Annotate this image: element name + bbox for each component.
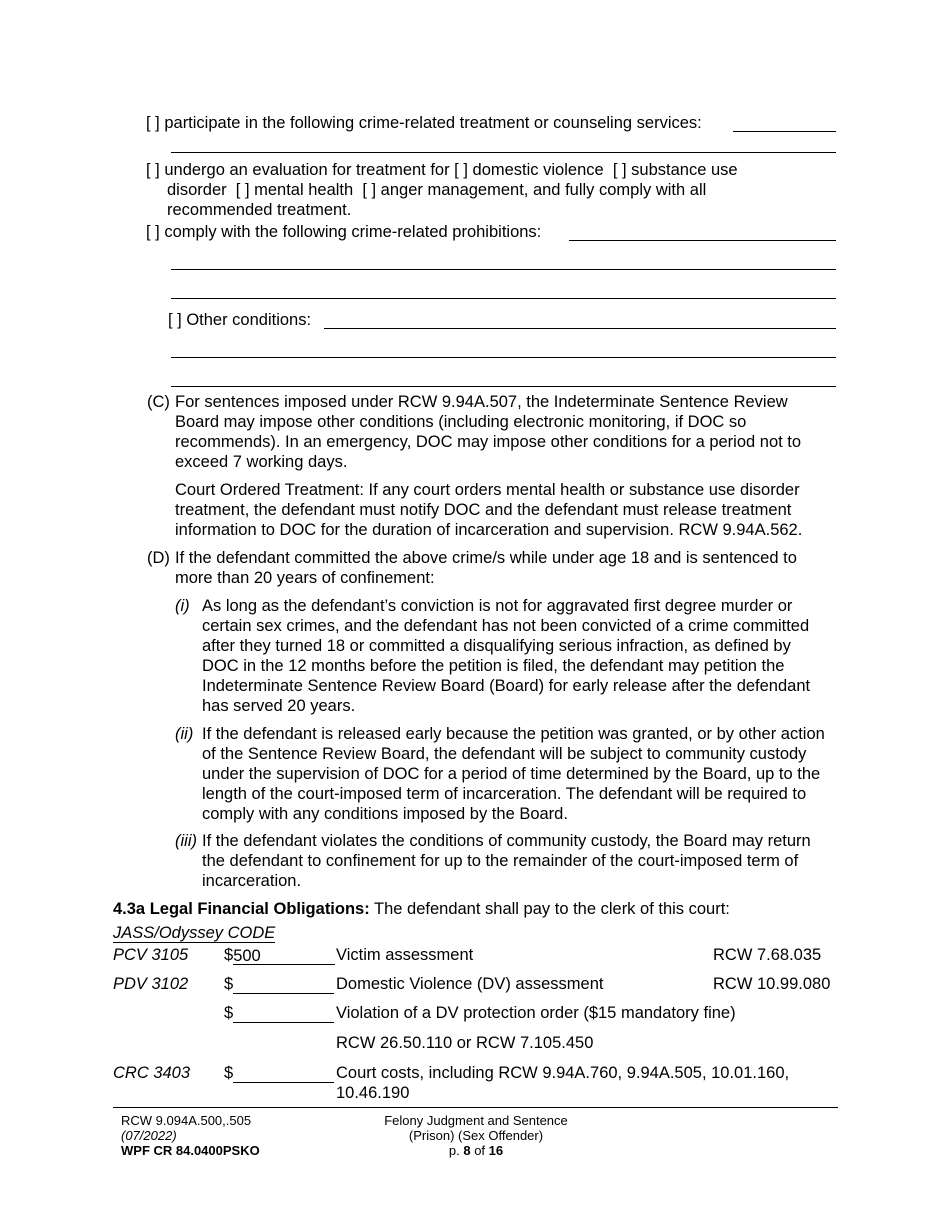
text-line: length of the court-imposed term of incarceration. The defendant will be required to: [202, 785, 807, 803]
prohibitions-condition: [146, 222, 541, 242]
fill-line[interactable]: [171, 372, 836, 387]
evaluation-line-2: disorder [ ] mental health [ ] anger management, and fully comply with all: [167, 181, 707, 199]
lfo-amount-field[interactable]: [224, 1003, 334, 1023]
currency-sign: $: [224, 1004, 234, 1022]
lfo-rcw: RCW 7.68.035: [713, 946, 822, 964]
item-ii-text: [202, 724, 842, 824]
footer-title1: Felony Judgment and Sentence: [384, 1113, 568, 1128]
page-prefix: p.: [448, 1143, 464, 1158]
section-c-text: [175, 392, 845, 472]
text-line: If the defendant committed the above crime/s while under age 18 and is sentenced to: [175, 549, 797, 567]
lfo-code: PCV 3105: [113, 946, 189, 964]
text-line: incarceration.: [202, 872, 302, 890]
text-line: under the supervision of DOC for a period of time determined by the Board, up to the: [202, 765, 821, 783]
currency-sign: $: [224, 946, 234, 964]
lfo-amount-field[interactable]: [224, 1063, 334, 1083]
lfo-heading-bold: 4.3a Legal Financial Obligations:: [113, 900, 370, 918]
item-iii-text: [202, 831, 842, 891]
evaluation-line-1: [ ] undergo an evaluation for treatment for [ ] domestic violence [ ] substance use: [146, 161, 738, 179]
prohibitions-label: [ ] comply with the following crime-related prohibitions:: [146, 223, 542, 241]
text-line: If the defendant is released early because the petition was granted, or by other action: [202, 725, 825, 743]
text-line: Indeterminate Sentence Review Board (Board) for early release after the defendant: [202, 677, 811, 695]
page-total: 16: [488, 1143, 504, 1158]
amount-value: 500: [233, 947, 261, 965]
lfo-desc: RCW 26.50.110 or RCW 7.105.450: [336, 1034, 594, 1052]
item-ii-marker: (ii): [175, 725, 194, 743]
footer-title2: (Prison) (Sex Offender): [408, 1128, 544, 1143]
section-d-text: [175, 548, 845, 588]
treatment-label: [ ] participate in the following crime-related treatment or counseling services:: [146, 114, 702, 132]
code-header-text: JASS/Odyssey CODE: [113, 924, 276, 942]
evaluation-line-3: recommended treatment.: [167, 201, 352, 219]
other-label: [ ] Other conditions:: [168, 311, 312, 329]
text-line: Court Ordered Treatment: If any court orders mental health or substance use disorder: [175, 481, 800, 499]
section-d-label: (D): [147, 549, 170, 567]
fill-line[interactable]: [171, 255, 836, 270]
text-line: has served 20 years.: [202, 697, 356, 715]
item-i-text: [202, 596, 842, 716]
amount-input[interactable]: [233, 1064, 334, 1083]
footer-page: [326, 1143, 626, 1158]
text-line: of the Sentence Review Board, the defendant will be subject to community custody: [202, 745, 807, 763]
lfo-code: CRC 3403: [113, 1064, 191, 1082]
page-number: 8: [463, 1143, 471, 1158]
text-line: exceed 7 working days.: [175, 453, 348, 471]
text-line: As long as the defendant’s conviction is not for aggravated first degree murder or: [202, 597, 793, 615]
currency-sign: $: [224, 975, 234, 993]
fill-line[interactable]: [171, 140, 836, 153]
fill-line[interactable]: [733, 112, 836, 132]
evaluation-condition: [146, 160, 846, 220]
lfo-heading-rest: The defendant shall pay to the clerk of this court:: [369, 900, 730, 918]
lfo-desc: [336, 1063, 826, 1103]
footer-date: (07/2022): [121, 1128, 177, 1143]
page-of: of: [470, 1143, 489, 1158]
footer-left: [121, 1113, 260, 1158]
amount-input[interactable]: [233, 946, 335, 965]
footer-center: [326, 1113, 626, 1158]
text-line: recommends). In an emergency, DOC may impose other conditions for a period not to: [175, 433, 802, 451]
text-line: comply with any conditions imposed by the Board.: [202, 805, 568, 823]
item-i-marker: (i): [175, 597, 190, 615]
text-line: If the defendant violates the conditions of community custody, the Board may return: [202, 832, 811, 850]
section-c-label: (C): [147, 393, 170, 411]
footer-divider: [113, 1107, 838, 1108]
fill-line[interactable]: [569, 221, 836, 241]
text-line: For sentences imposed under RCW 9.94A.507, the Indeterminate Sentence Review: [175, 393, 788, 411]
text-line: the defendant to confinement for up to the remainder of the court-imposed term of: [202, 852, 799, 870]
lfo-desc: Violation of a DV protection order ($15 mandatory fine): [336, 1004, 736, 1022]
lfo-rcw: RCW 10.99.080: [713, 975, 831, 993]
text-line: more than 20 years of confinement:: [175, 569, 435, 587]
text-line: information to DOC for the duration of incarceration and supervision. RCW 9.94A.562.: [175, 521, 803, 539]
fill-line[interactable]: [171, 343, 836, 358]
fill-line[interactable]: [171, 284, 836, 299]
lfo-amount-field[interactable]: [224, 945, 335, 965]
lfo-desc: Victim assessment: [336, 946, 474, 964]
lfo-heading: [113, 899, 730, 919]
text-line: Board may impose other conditions (including electronic monitoring, if DOC so: [175, 413, 747, 431]
text-line: after they turned 18 or committed a disqualifying serious infraction, as defined by: [202, 637, 791, 655]
other-conditions: [168, 310, 311, 330]
currency-sign: $: [224, 1064, 234, 1082]
item-iii-marker: (iii): [175, 832, 197, 850]
text-line: 10.46.190: [336, 1084, 410, 1102]
fill-line[interactable]: [324, 309, 836, 329]
text-line: certain sex crimes, and the defendant has not been convicted of a crime committed: [202, 617, 810, 635]
footer-rcw: RCW 9.094A.500,.505: [121, 1113, 252, 1128]
footer-form: WPF CR 84.0400PSKO: [121, 1143, 260, 1158]
lfo-code: PDV 3102: [113, 975, 189, 993]
lfo-amount-field[interactable]: [224, 974, 334, 994]
amount-input[interactable]: [233, 975, 334, 994]
amount-input[interactable]: [233, 1004, 334, 1023]
text-line: Court costs, including RCW 9.94A.760, 9.94A.505, 10.01.160,: [336, 1064, 790, 1082]
court-ordered-treatment: [175, 480, 845, 540]
text-line: treatment, the defendant must notify DOC and the defendant must release treatment: [175, 501, 792, 519]
code-header: [113, 925, 275, 943]
text-line: DOC in the 12 months before the petition is filed, the defendant may petition the: [202, 657, 785, 675]
lfo-desc: Domestic Violence (DV) assessment: [336, 975, 604, 993]
